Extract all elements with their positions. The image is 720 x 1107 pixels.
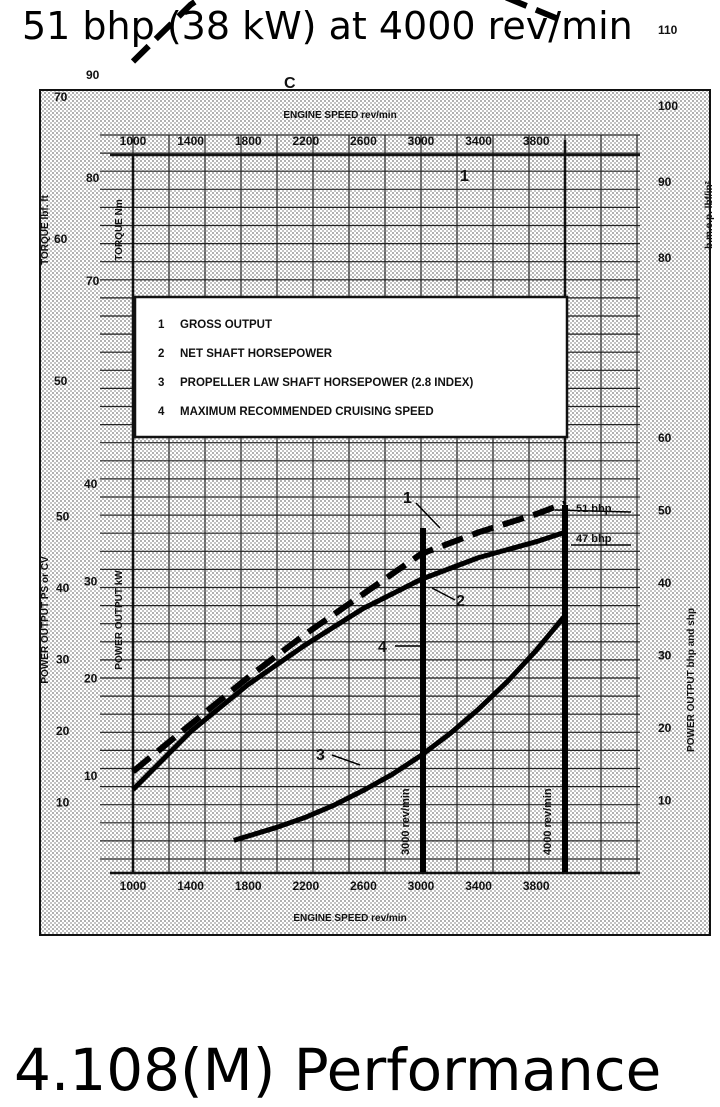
end-label-47: 47 bhp <box>576 533 612 545</box>
x-tick-label-bottom: 3800 <box>522 879 550 893</box>
x-tick-label-bottom: 3400 <box>465 879 492 893</box>
bmep-tick: 90 <box>658 175 672 189</box>
torque-lbf-tick: 60 <box>54 232 68 246</box>
torque-lbf-label: TORQUE lbf. ft <box>40 195 51 265</box>
bottom-axis-label: ENGINE SPEED rev/min <box>293 913 407 924</box>
callout-1-power: 1 <box>403 490 412 507</box>
power-bhp-tick: 30 <box>658 648 672 663</box>
legend-num-3: 3 <box>158 377 165 389</box>
bmep-tick: 100 <box>658 99 679 113</box>
power-ps-tick: 20 <box>56 724 70 739</box>
page-title: 51 bhp (38 kW) at 4000 rev/min <box>22 4 633 48</box>
legend-num-4: 4 <box>158 406 165 418</box>
x-tick-label-top: 2200 <box>292 134 320 148</box>
top-axis-label: ENGINE SPEED rev/min <box>283 110 397 121</box>
power-ps-tick: 30 <box>56 652 70 667</box>
power-bhp-tick: 50 <box>658 503 672 518</box>
power-ps-tick: 40 <box>56 581 70 596</box>
bmep-label: b.m.e.p. lbf/in² <box>704 181 715 249</box>
power-ps-tick: 50 <box>56 509 70 524</box>
torque-lbf-tick: 50 <box>54 374 68 388</box>
legend-box <box>135 297 567 437</box>
x-tick-label-top: 3800 <box>522 134 550 148</box>
power-bhp-label: POWER OUTPUT bhp and shp <box>686 608 697 752</box>
x-tick-label-top: 2600 <box>350 134 377 148</box>
torque-nm-tick: 80 <box>86 171 100 185</box>
power-kw-label: POWER OUTPUT kW <box>114 570 125 670</box>
x-tick-label-bottom: 1000 <box>119 879 147 893</box>
power-bhp-tick: 20 <box>658 721 672 735</box>
power-bhp-tick: 10 <box>658 793 672 808</box>
bmep-tick: 80 <box>658 251 672 265</box>
legend-num-2: 2 <box>158 348 165 360</box>
x-tick-label-top: 1000 <box>119 134 147 148</box>
x-tick-label-bottom: 3000 <box>407 879 435 893</box>
callout-2: 2 <box>456 593 465 610</box>
torque-lbf-tick: 70 <box>54 90 68 104</box>
end-label-51: 51 bhp <box>576 503 612 515</box>
power-ps-tick: 10 <box>56 795 70 810</box>
x-tick-label-top: 3000 <box>407 134 435 148</box>
x-tick-label-bottom: 2200 <box>292 879 320 893</box>
callout-3: 3 <box>316 747 325 764</box>
x-tick-label-bottom: 2600 <box>350 879 377 893</box>
torque-nm-tick: 70 <box>86 274 100 288</box>
callout-1-torque: 1 <box>460 168 469 185</box>
power-kw-tick: 10 <box>84 768 98 783</box>
legend-num-1: 1 <box>158 319 165 331</box>
x-tick-label-top: 3400 <box>465 134 492 148</box>
x-tick-label-top: 1400 <box>177 134 204 148</box>
power-bhp-tick: 60 <box>658 431 672 445</box>
power-kw-tick: 40 <box>84 477 98 492</box>
x-tick-label-top: 1800 <box>234 134 262 148</box>
vline-4000-label: 4000 rev/min <box>542 788 554 855</box>
power-kw-tick: 30 <box>84 574 98 589</box>
x-tick-label-bottom: 1800 <box>234 879 262 893</box>
legend-text-1: GROSS OUTPUT <box>180 319 273 331</box>
x-tick-label-bottom: 1400 <box>177 879 204 893</box>
legend-text-2: NET SHAFT HORSEPOWER <box>180 348 333 360</box>
power-kw-tick: 20 <box>84 671 98 686</box>
legend-text-3: PROPELLER LAW SHAFT HORSEPOWER (2.8 INDEX) <box>180 377 474 389</box>
torque-nm-label: TORQUE Nm <box>114 199 125 261</box>
torque-nm-tick: 90 <box>86 68 100 82</box>
callout-4: 4 <box>378 639 387 656</box>
power-ps-label: POWER OUTPUT PS or CV <box>40 556 51 684</box>
page-footer-title: 4.108(M) Performance <box>14 1036 662 1104</box>
series-line-1-torque <box>133 0 565 62</box>
legend-text-4: MAXIMUM RECOMMENDED CRUISING SPEED <box>180 406 434 418</box>
corner-mark: C <box>284 75 296 92</box>
vline-3000-label: 3000 rev/min <box>400 788 412 855</box>
power-bhp-tick: 40 <box>658 576 672 590</box>
bmep-tick: 110 <box>658 23 678 37</box>
